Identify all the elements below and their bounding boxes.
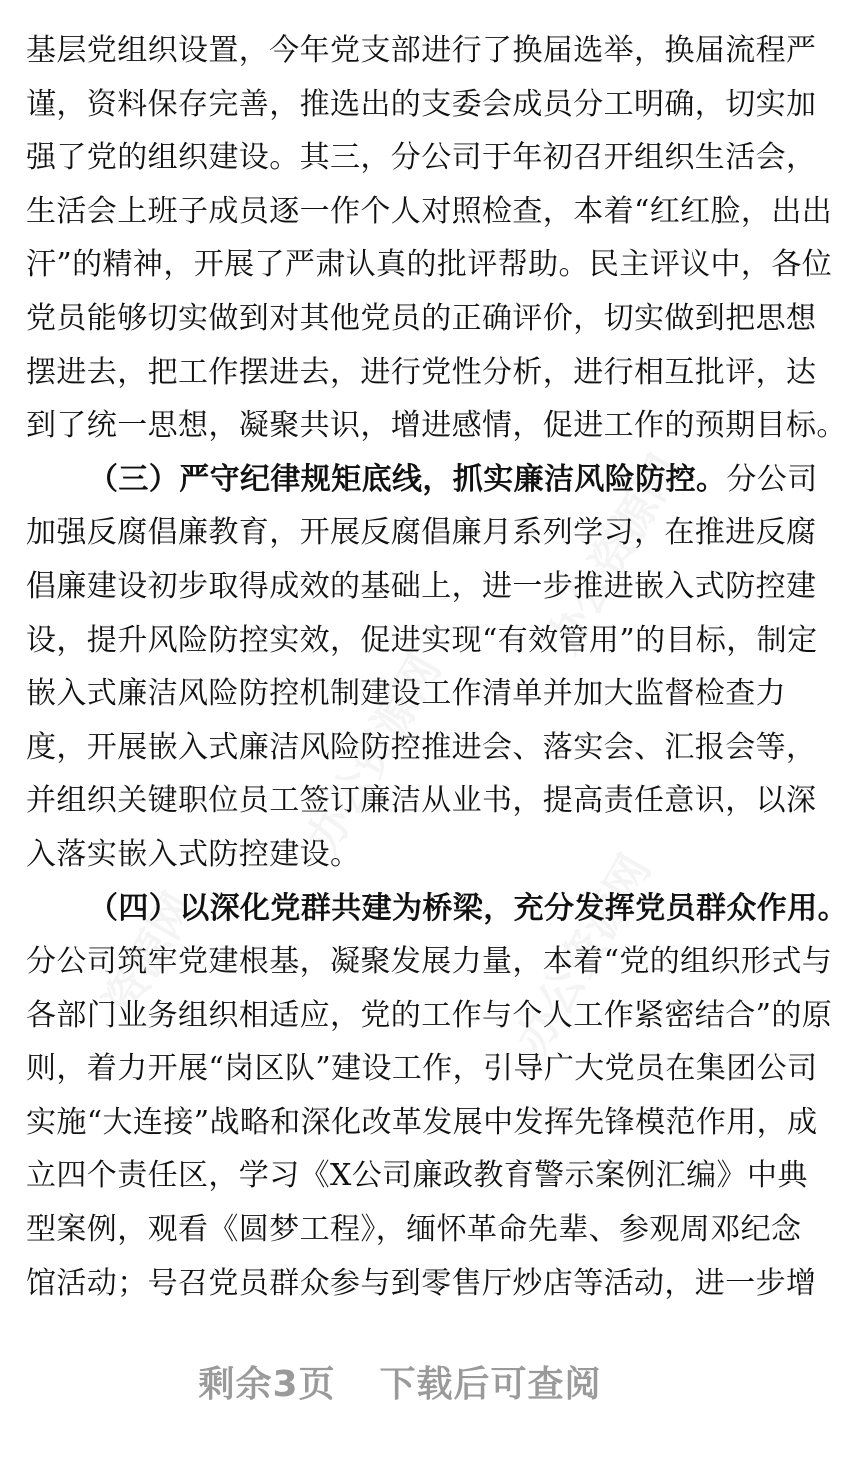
text-line: 加强反腐倡廉教育，开展反腐倡廉月系列学习，在推进反腐 — [26, 515, 817, 551]
text-line: 则，着力开展“岗区队”建设工作，引导广大党员在集团公司 — [26, 1051, 818, 1087]
text-line: 倡廉建设初步取得成效的基础上，进一步推进嵌入式防控建 — [26, 568, 817, 604]
section-3-heading-rest: 分公司 — [726, 461, 818, 497]
remaining-pages-label: 剩余3页 — [198, 1364, 336, 1405]
text-line: 型案例，观看《圆梦工程》，缅怀革命先辈、参观周邓纪念 — [26, 1212, 802, 1248]
text-line: 谨，资料保存完善，推选出的支委会成员分工明确，切实加 — [26, 86, 817, 122]
download-prompt[interactable] — [0, 1356, 800, 1407]
watermark: 办公资源网 — [536, 446, 691, 663]
text-line: 设，提升风险防控实效，促进实现“有效管用”的目标，制定 — [26, 622, 818, 658]
document-body — [26, 24, 848, 1310]
section-4-heading — [26, 882, 848, 936]
text-line: 基层党组织设置，今年党支部进行了换届选举，换届流程严 — [26, 33, 817, 68]
watermark: 办公资源网 — [506, 846, 661, 1063]
section-4-heading-text: （四）以深化党群共建为桥梁，充分发挥党员群众作用。 — [88, 890, 848, 926]
text-line: 汗”的精神，开展了严肃认真的批评帮助。民主评议中，各位 — [26, 247, 833, 283]
watermark: 办公资源网 — [296, 646, 451, 863]
watermark: 资源网 — [94, 884, 205, 1025]
section-3-heading: （三）严守纪律规矩底线，抓实廉洁风险防控。 — [88, 461, 727, 497]
download-to-view-label: 下载后可查阅 — [379, 1364, 602, 1405]
paragraph-continued — [26, 24, 847, 453]
text-line: 分公司筑牢党建根基，凝聚发展力量，本着“党的组织形式与 — [26, 944, 833, 980]
section-3-first-line — [26, 453, 818, 507]
section-4 — [26, 882, 848, 1311]
text-line: 党员能够切实做到对其他党员的正确评价，切实做到把思想 — [26, 300, 817, 336]
text-line: 度，开展嵌入式廉洁风险防控推进会、落实会、汇报会等， — [26, 729, 817, 765]
section-3 — [26, 453, 818, 882]
text-line: 并组织关键职位员工签订廉洁从业书，提高责任意识，以深 — [26, 783, 817, 819]
text-line: 馆活动；号召党员群众参与到零售厅炒店等活动，进一步增 — [26, 1265, 817, 1301]
text-line: 实施“大连接”战略和深化改革发展中发挥先锋模范作用，成 — [26, 1104, 818, 1140]
text-line: 强了党的组织建设。其三，分公司于年初召开组织生活会， — [26, 140, 817, 176]
text-line: 嵌入式廉洁风险防控机制建设工作清单并加大监督检查力 — [26, 676, 786, 712]
text-line: 摆进去，把工作摆进去，进行党性分析，进行相互批评，达 — [26, 354, 817, 390]
text-line: 生活会上班子成员逐一作个人对照检查，本着“红红脸，出出 — [26, 193, 833, 229]
text-line: 各部门业务组织相适应，党的工作与个人工作紧密结合”的原 — [26, 997, 833, 1033]
text-line: 立四个责任区，学习《X公司廉政教育警示案例汇编》中典 — [26, 1158, 808, 1194]
text-line: 入落实嵌入式防控建设。 — [26, 836, 361, 872]
text-line: 到了统一思想，凝聚共识，增进感情，促进工作的预期目标。 — [26, 408, 847, 444]
